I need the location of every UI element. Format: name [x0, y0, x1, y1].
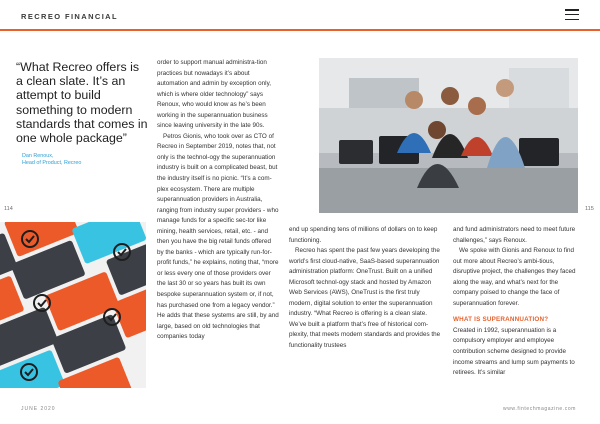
footer-date: JUNE 2020: [21, 406, 56, 412]
paragraph: order to support manual administra-tion practices but nowadays it’s about automation and admin by exception only, which is where older technology” says Renoux, who would know as he’s been working in the superannuation business since leaving university in the late 90s.: [157, 59, 271, 130]
page-number-left: 114: [4, 206, 13, 212]
brand-title: RECREO FINANCIAL: [21, 12, 118, 21]
article-column-3: [453, 225, 583, 379]
paragraph: end up spending tens of millions of dollars on to keep functioning.: [289, 226, 438, 244]
quote-author-title: Head of Product, Recreo: [22, 160, 82, 166]
paragraph: Created in 1992, superannuation is a compulsory employer and employee contribution scheme designed to provide income streams and lump sum payments to retirees. It’s similar: [453, 326, 575, 377]
paragraph: and fund administrators need to meet future challenges,” says Renoux.: [453, 226, 576, 244]
paragraph: We spoke with Gionis and Renoux to find out more about Recreo’s ambi-tious, disruptive project, the challenges they faced along the way, and what’s next for the company poised to change the face of superannuation forever.: [453, 247, 576, 307]
article-column-1: [157, 58, 279, 343]
page-number-right: 115: [585, 206, 594, 212]
hamburger-menu-icon[interactable]: [565, 9, 579, 20]
section-heading: WHAT IS SUPERANNUATION?: [453, 316, 549, 324]
article-column-2: [289, 225, 444, 352]
logo-tiles-image: [0, 222, 146, 388]
team-photo: [319, 58, 578, 213]
paragraph: Petros Gionis, who took over as CTO of Recreo in September 2019, notes that, not only is the technol-ogy the superannuation industry is built on a complicated beast, but the industry itself is no picnic. “It’s a com-plex ecosystem. There are multiple superannuation providers in Australia, ranging from industry super providers - who manage funds for a specific sec-tor like mining, health services, retail, etc. - and then you have the big retail funds offered by the banks - which are typically run-for-profit funds,” he explains, noting that, “more or less every one of those providers over the last 30 or so years has built its own bespoke superannuation system or, if not, has purchased one from a legacy vendor.” He adds that these systems are still, by and large, based on old technologies that companies today: [157, 132, 279, 341]
quote-author: Dan Renoux,: [22, 153, 54, 159]
paragraph: Recreo has spent the past few years developing the world’s first cloud-native, SaaS-based superannuation administration platform: OneTrust. Built on a unified Microsoft technol-ogy stack and hosted by Amazon Web Services (AWS), OneTrust is the first truly modern, digital solution to enter the superannuation industry. “What Recreo is offering is a clean slate. We’ve built a platform that’s free of historical com-plexity, that meets modern standards and provides the functionality trustees: [289, 247, 441, 350]
header-accent-rule: [0, 29, 600, 31]
pull-quote: “What Recreo offers is a clean slate. It’s an attempt to build something to modern standards that comes in one whole package”: [16, 60, 148, 146]
footer-website-link[interactable]: www.fintechmagazine.com: [503, 406, 576, 412]
